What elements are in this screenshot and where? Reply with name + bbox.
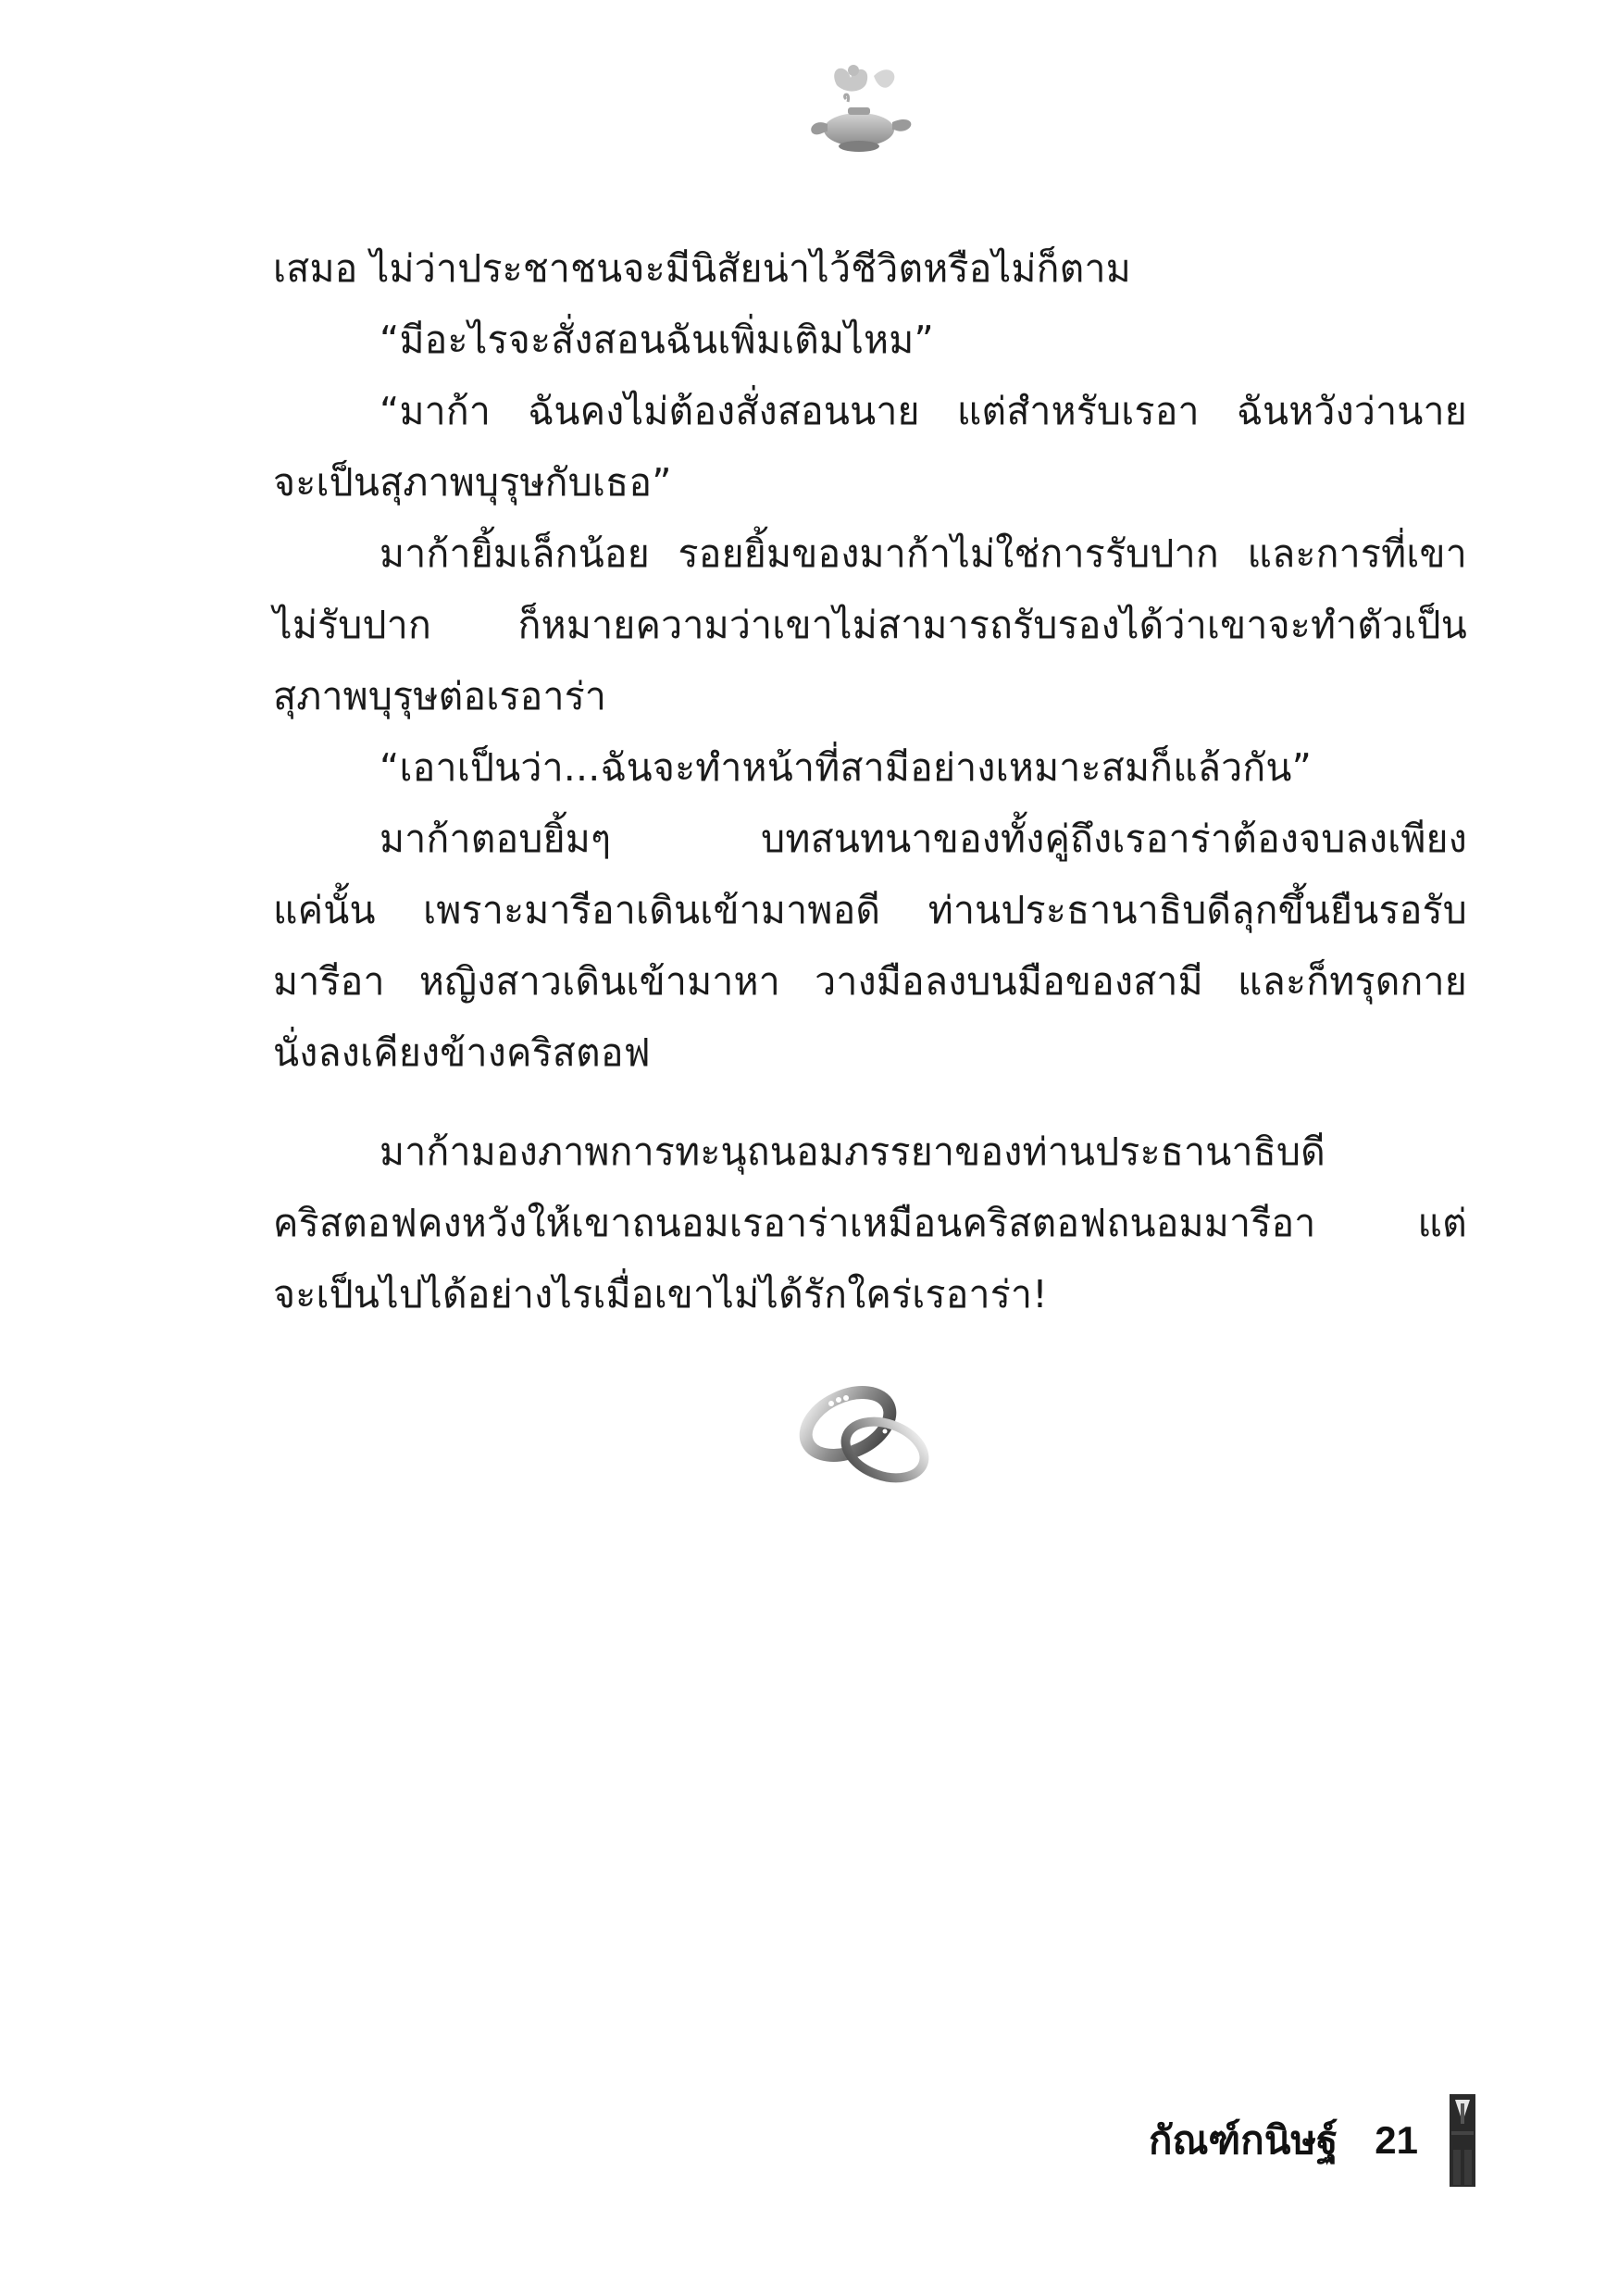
suit-figure-icon (1446, 2094, 1479, 2187)
text-line: เสมอ ไม่ว่าประชาชนจะมีนิสัยน่าไว้ชีวิตหรือไม่ก็ตาม (273, 246, 1131, 291)
text-line: คริสตอฟคงหวังให้เขาถนอมเรอาร่าเหมือนคริสตอฟถนอมมารีอา แต่ (273, 1201, 1467, 1245)
text-line: มาก้าตอบยิ้มๆ บทสนทนาของทั้งคู่ถึงเรอาร่าต้องจบลงเพียง (380, 817, 1467, 861)
text-line: มาก้ามองภาพการทะนุถนอมภรรยาของท่านประธานาธิบดี (380, 1129, 1326, 1174)
body-text (273, 233, 1467, 1330)
text-line: มาก้ายิ้มเล็กน้อย รอยยิ้มของมาก้าไม่ใช่การรับปาก และการที่เขา (380, 531, 1467, 576)
page-number: 21 (1375, 2118, 1418, 2162)
text-line: แค่นั้น เพราะมารีอาเดินเข้ามาพอดี ท่านประธานาธิบดีลุกขึ้นยืนรอรับ (273, 888, 1467, 932)
text-line: “มาก้า ฉันคงไม่ต้องสั่งสอนนาย แต่สำหรับเรอา ฉันหวังว่านาย (380, 389, 1467, 433)
text-line: จะเป็นไปได้อย่างไรเมื่อเขาไม่ได้รักใคร่เรอาร่า! (273, 1272, 1048, 1316)
text-line: จะเป็นสุภาพบุรุษกับเธอ” (273, 460, 672, 505)
text-line: สุภาพบุรุษต่อเรอาร่า (273, 674, 607, 718)
wedding-rings-icon (794, 1370, 942, 1500)
text-line: “เอาเป็นว่า...ฉันจะทำหน้าที่สามีอย่างเหมาะสมก็แล้วกัน” (380, 745, 1313, 790)
text-line: นั่งลงเคียงข้างคริสตอฟ (273, 1030, 651, 1075)
text-line: “มีอะไรจะสั่งสอนฉันเพิ่มเติมไหม” (380, 318, 934, 362)
page-footer (1149, 2094, 1479, 2187)
teapot-ornament-icon (800, 57, 920, 159)
book-title: กัณฑ์กนิษฐ์ (1149, 2117, 1338, 2163)
text-line: ไม่รับปาก ก็หมายความว่าเขาไม่สามารถรับรองได้ว่าเขาจะทำตัวเป็น (273, 603, 1467, 647)
text-line: มารีอา หญิงสาวเดินเข้ามาหา วางมือลงบนมือของสามี และก็ทรุดกาย (273, 959, 1467, 1004)
